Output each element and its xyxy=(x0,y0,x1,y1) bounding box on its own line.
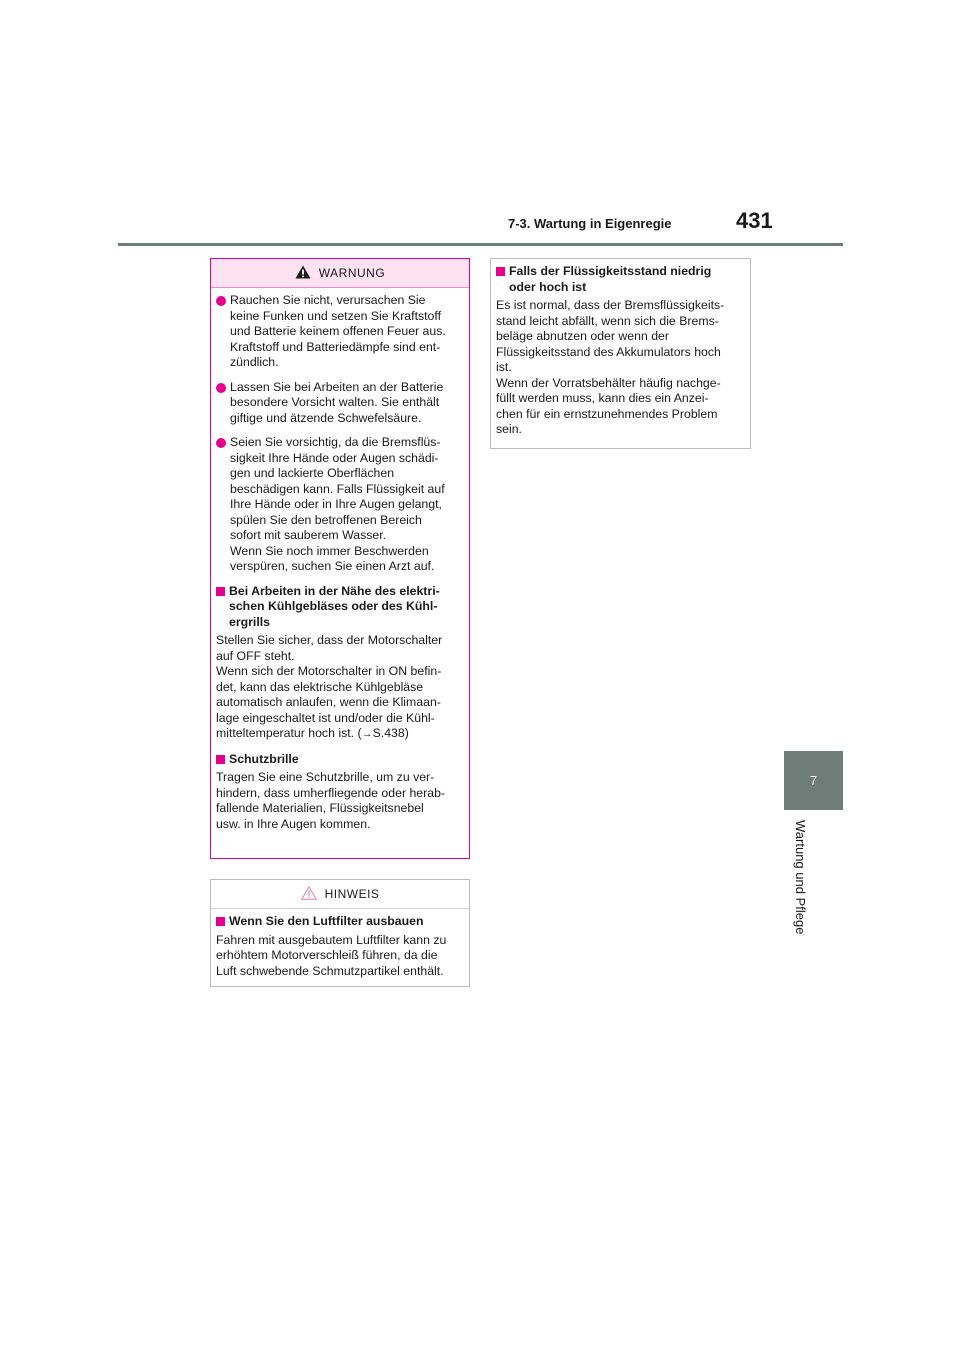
square-bullet-icon xyxy=(496,267,505,276)
square-bullet-icon xyxy=(216,587,225,596)
chapter-tab xyxy=(784,751,843,810)
section-body: Tragen Sie eine Schutzbrille, um zu ver- hindern, dass umherfliegende oder herab- fallende Materialien, Flüssigkeitsnebel usw. in Ihre Augen kommen. xyxy=(216,770,446,831)
bullet-text: Seien Sie vorsichtig, da die Bremsflüs- sigkeit Ihre Hände oder Augen schädi- gen und lackierte Oberflächen beschädigen kann. Falls Flüssigkeit auf Ihre Hände oder in Ihre Augen gelangt, spülen Sie den betroffenen Bereich sofort mit sauberem Wasser. Wenn Sie noch immer Beschwerden verspüren, suchen Sie einen Arzt auf. xyxy=(230,435,445,573)
bullet-text: Lassen Sie bei Arbeiten an der Batterie besondere Vorsicht walten. Sie enthält giftige und ätzende Schwefelsäure. xyxy=(230,379,444,425)
list-item xyxy=(216,380,464,427)
warning-box xyxy=(210,258,470,859)
warning-title: WARNUNG xyxy=(318,266,386,280)
notice-header xyxy=(211,880,469,909)
bullet-dot-icon xyxy=(216,296,226,306)
bullet-dot-icon xyxy=(216,383,226,393)
section-heading: Bei Arbeiten in der Nähe des elektri- schen Kühlgebläses oder des Kühl- ergrills xyxy=(216,584,464,631)
notice-title: HINWEIS xyxy=(324,887,380,901)
header-rule xyxy=(118,243,843,246)
warning-content xyxy=(211,288,469,832)
arrow-right-icon: → xyxy=(361,728,373,740)
chapter-number: 7 xyxy=(809,773,818,788)
page-number: 431 xyxy=(736,208,773,233)
bullet-text: Rauchen Sie nicht, verursachen Sie keine Funken und setzen Sie Kraftstoff und Batterie keinem offenen Feuer aus. Kraftstoff und Batteriedämpfe sind ent- zündlich. xyxy=(230,293,446,369)
notice-content xyxy=(211,909,469,979)
caution-triangle-icon xyxy=(301,886,317,903)
section-heading: Schutzbrille xyxy=(216,752,464,768)
list-item xyxy=(216,435,464,575)
section-heading: Wenn Sie den Luftfilter ausbauen xyxy=(216,914,464,930)
bullet-dot-icon xyxy=(216,438,226,448)
section-heading: Falls der Flüssigkeitsstand niedrig oder hoch ist xyxy=(496,264,745,295)
page-reference[interactable]: S.438) xyxy=(372,726,409,740)
section-body: Fahren mit ausgebautem Luftfilter kann zu erhöhtem Motorverschleiß führen, da die Luft schwebende Schmutzpartikel enthält. xyxy=(216,932,447,978)
square-bullet-icon xyxy=(216,755,225,764)
section-body: Stellen Sie sicher, dass der Motorschalter auf OFF steht. Wenn sich der Motorschalter in ON befin- det, kann das elektrische Kühlgebläse automatisch anlaufen, wenn die Klimaan- lage eingeschaltet ist und/oder die Kühl- mitteltemperatur hoch ist. (→S.438) xyxy=(216,633,443,740)
list-item xyxy=(216,293,464,371)
square-bullet-icon xyxy=(216,917,225,926)
warning-triangle-icon xyxy=(295,265,311,282)
section-title: 7-3. Wartung in Eigenregie xyxy=(508,216,672,231)
section-body: Es ist normal, dass der Bremsflüssigkeits- stand leicht abfällt, wenn sich die Brems- beläge abnutzen oder wenn der Flüssigkeitsstand des Akkumulators hoch ist. Wenn der Vorratsbehälter häufig nachge- füllt werden muss, kann dies ein Anzei- chen für ein ernstzunehmendes Problem sein. xyxy=(496,298,725,436)
warning-header xyxy=(211,259,469,288)
info-content xyxy=(491,259,750,438)
info-box xyxy=(490,258,751,449)
notice-box xyxy=(210,879,470,987)
chapter-label: Wartung und Pflege xyxy=(793,820,808,935)
